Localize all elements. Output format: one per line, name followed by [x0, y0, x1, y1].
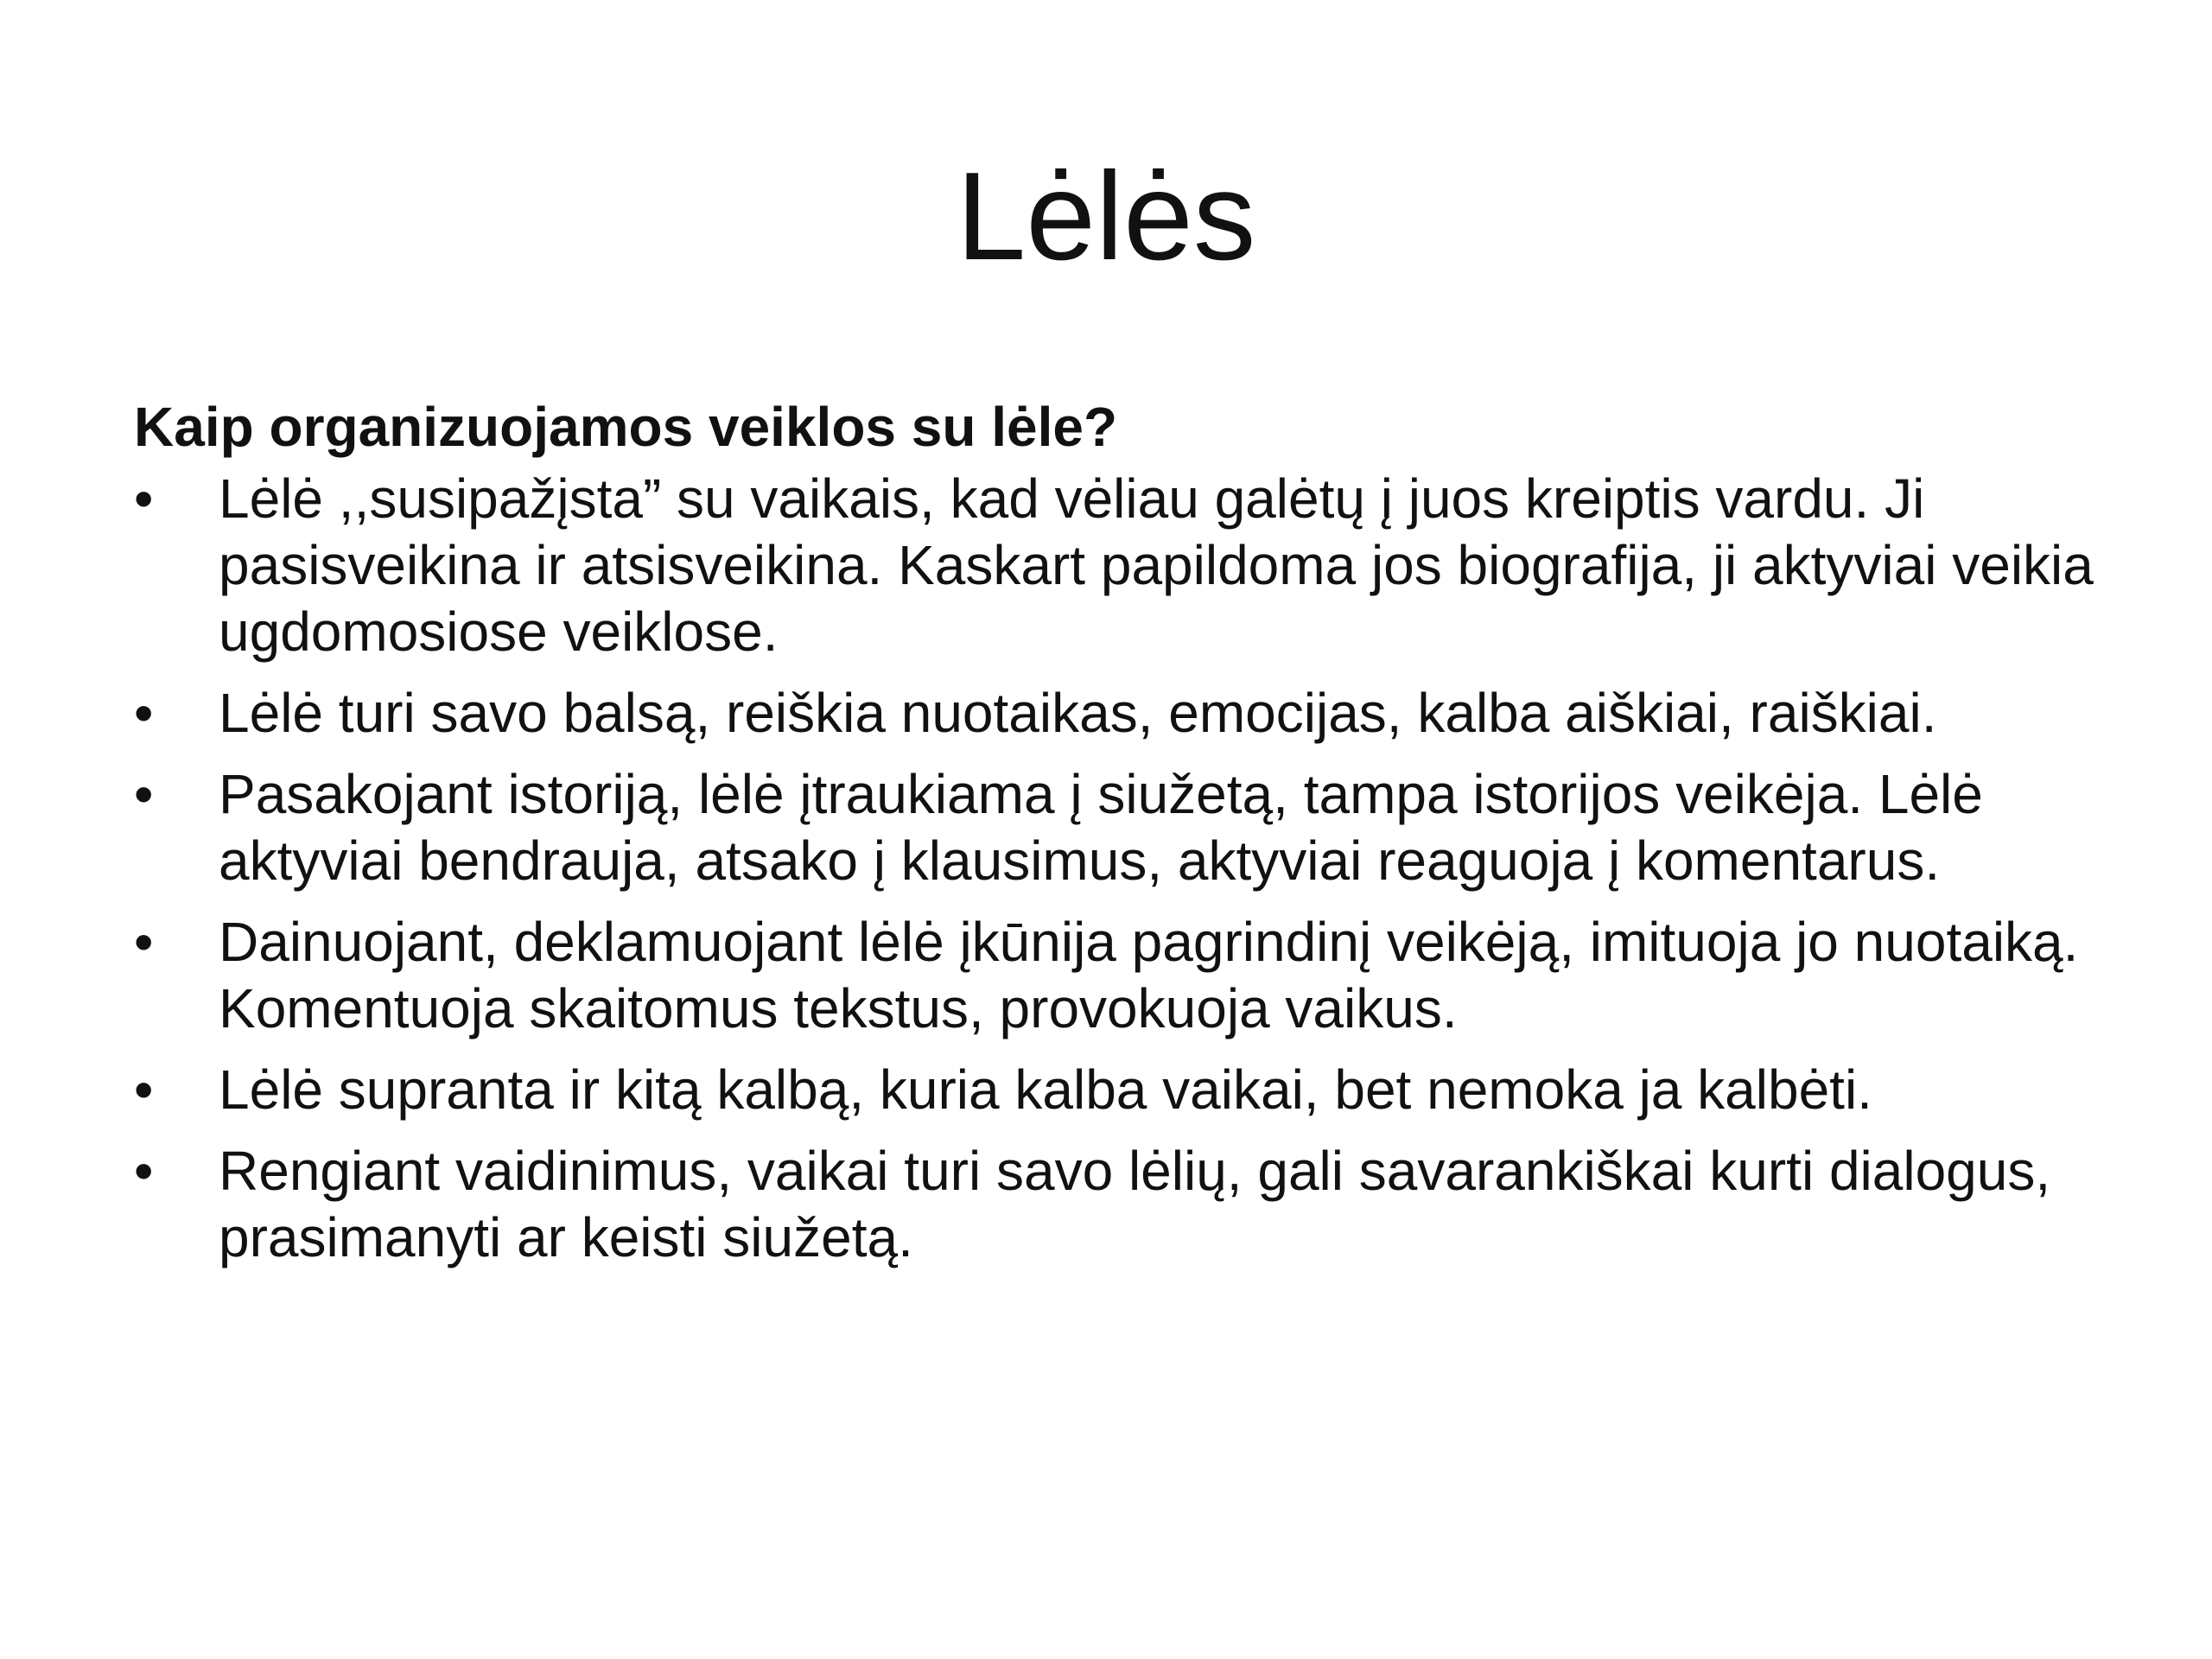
bullet-text: Lėlė ,,susipažįsta” su vaikais, kad vėliau galėtų į juos kreiptis vardu. Ji pasisveikina ir atsisveikina. Kaskart papildoma jos biografija, ji aktyviai veikia ugdomosiose veiklose.: [219, 467, 2094, 663]
bullet-text: Lėlė supranta ir kitą kalbą, kuria kalba vaikai, bet nemoka ja kalbėti.: [219, 1058, 1872, 1121]
bullet-item: [134, 466, 2121, 665]
bullet-icon: •: [134, 911, 154, 973]
bullet-icon: •: [134, 682, 154, 744]
bullet-text: Rengiant vaidinimus, vaikai turi savo lėlių, gali savarankiškai kurti dialogus, prasimanyti ar keisti siužetą.: [219, 1140, 2051, 1268]
bullet-icon: •: [134, 1058, 154, 1121]
bullet-item: [134, 680, 2121, 747]
bullet-text: Pasakojant istoriją, lėlė įtraukiama į siužetą, tampa istorijos veikėja. Lėlė aktyviai bendrauja, atsako į klausimus, aktyviai reaguoja į komentarus.: [219, 763, 1983, 892]
bullet-item: [134, 909, 2121, 1042]
bullet-item: [134, 1138, 2121, 1271]
bullet-icon: •: [134, 467, 154, 530]
bullet-icon: •: [134, 1140, 154, 1202]
bullet-item: [134, 1057, 2121, 1123]
bullet-text: Dainuojant, deklamuojant lėlė įkūnija pagrindinį veikėją, imituoja jo nuotaiką. Komentuoja skaitomus tekstus, provokuoja vaikus.: [219, 911, 2079, 1039]
subheading: Kaip organizuojamos veiklos su lėle?: [134, 396, 1118, 458]
slide-content: [134, 393, 2121, 1286]
bullet-item: [134, 761, 2121, 894]
bullet-text: Lėlė turi savo balsą, reiškia nuotaikas, emocijas, kalba aiškiai, raiškiai.: [219, 682, 1937, 744]
bullet-icon: •: [134, 763, 154, 825]
slide-title: Lėlės: [956, 146, 1256, 286]
bullet-list: [134, 466, 2121, 1271]
